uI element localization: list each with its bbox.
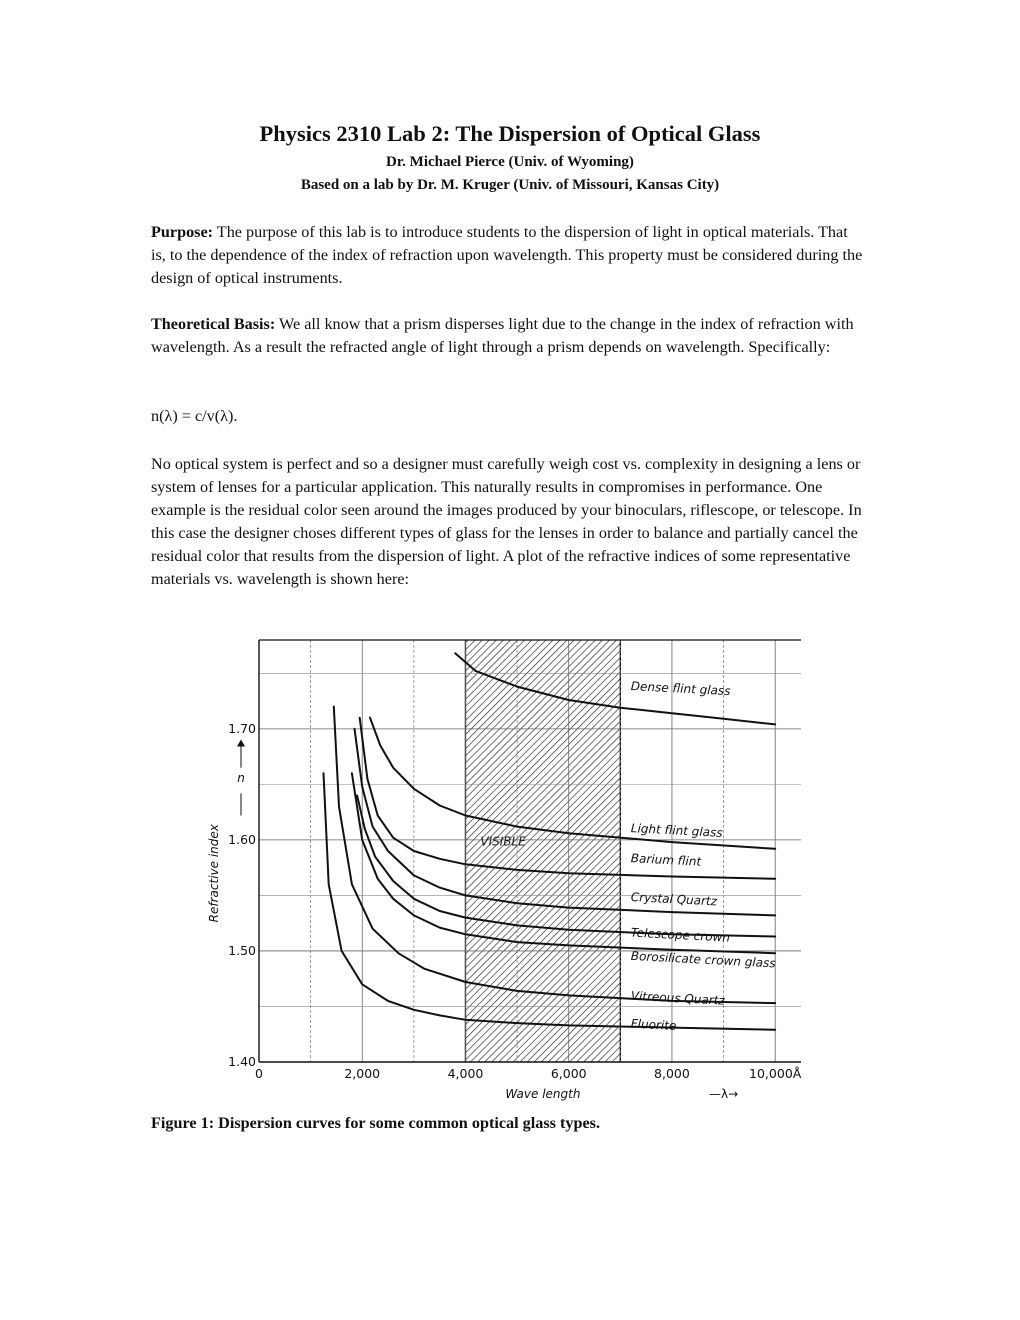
series-label: Telescope crown <box>630 925 731 945</box>
attribution-line: Based on a lab by Dr. M. Kruger (Univ. of Missouri, Kansas City) <box>300 177 720 193</box>
y-tick-label: 1.70 <box>228 720 256 736</box>
dispersion-chart <box>201 638 802 1106</box>
y-tick-label: 1.60 <box>228 831 256 847</box>
x-tick-label: 4,000 <box>447 1066 484 1081</box>
author-line: Dr. Michael Pierce (Univ. of Wyoming) <box>386 154 634 170</box>
visible-region-label: VISIBLE <box>480 834 526 849</box>
series-label: Fluorite <box>630 1016 677 1033</box>
series-label: Barium flint <box>630 851 702 869</box>
theory-label: Theoretical Basis: <box>151 315 276 333</box>
x-tick-label: 8,000 <box>654 1066 690 1081</box>
purpose-text: The purpose of this lab is to introduce students to the dispersion of light in optical materials. That is, to the dependence of the index of refraction upon wavelength. This property must be considered during the design of optical instruments. <box>151 223 863 287</box>
theory-paragraph <box>151 313 863 359</box>
purpose-label: Purpose: <box>151 223 214 241</box>
series-label: Crystal Quartz <box>630 889 718 909</box>
x-axis-title: Wave length <box>505 1087 581 1101</box>
series-label: Borosilicate crown glass <box>630 948 776 971</box>
y-tick-label: 1.40 <box>228 1054 256 1069</box>
x-tick-label: 0 <box>255 1066 263 1081</box>
series-label: Dense flint glass <box>630 678 731 699</box>
x-axis-symbol: —λ→ <box>708 1087 739 1101</box>
series-label: Vitreous Quartz <box>630 988 726 1008</box>
page-title: Physics 2310 Lab 2: The Dispersion of Optical Glass <box>259 121 761 146</box>
y-tick-label: 1.50 <box>228 942 256 958</box>
theory-text: We all know that a prism disperses light due to the change in the index of refraction with wavelength. As a result the refracted angle of light through a prism depends on wavelength. Specifically: <box>151 315 854 356</box>
figure-caption: Figure 1: Dispersion curves for some common optical glass types. <box>151 1114 601 1132</box>
dispersion-figure <box>201 638 802 1106</box>
body-paragraph: No optical system is perfect and so a designer must carefully weigh cost vs. complexity in designing a lens or system of lenses for a particular application. This naturally results in compromises in performance. One example is the residual color seen around the images produced by your binoculars, riflescope, or telescope. In this case the designer choses different types of glass for the lenses in order to balance and partially cancel the residual color that results from the dispersion of light. A plot of the refractive indices of some representative materials vs. wavelength is shown here: <box>151 455 862 588</box>
x-tick-label: 6,000 <box>550 1066 587 1081</box>
equation: n(λ) = c/v(λ). <box>151 407 238 425</box>
purpose-paragraph <box>151 221 863 290</box>
x-tick-label: 2,000 <box>344 1066 381 1081</box>
x-tick-label: 10,000Å <box>749 1066 802 1081</box>
y-axis-symbol: n <box>237 771 245 786</box>
series-label: Light flint glass <box>630 821 723 840</box>
y-axis-title: Refractive index <box>207 824 221 923</box>
